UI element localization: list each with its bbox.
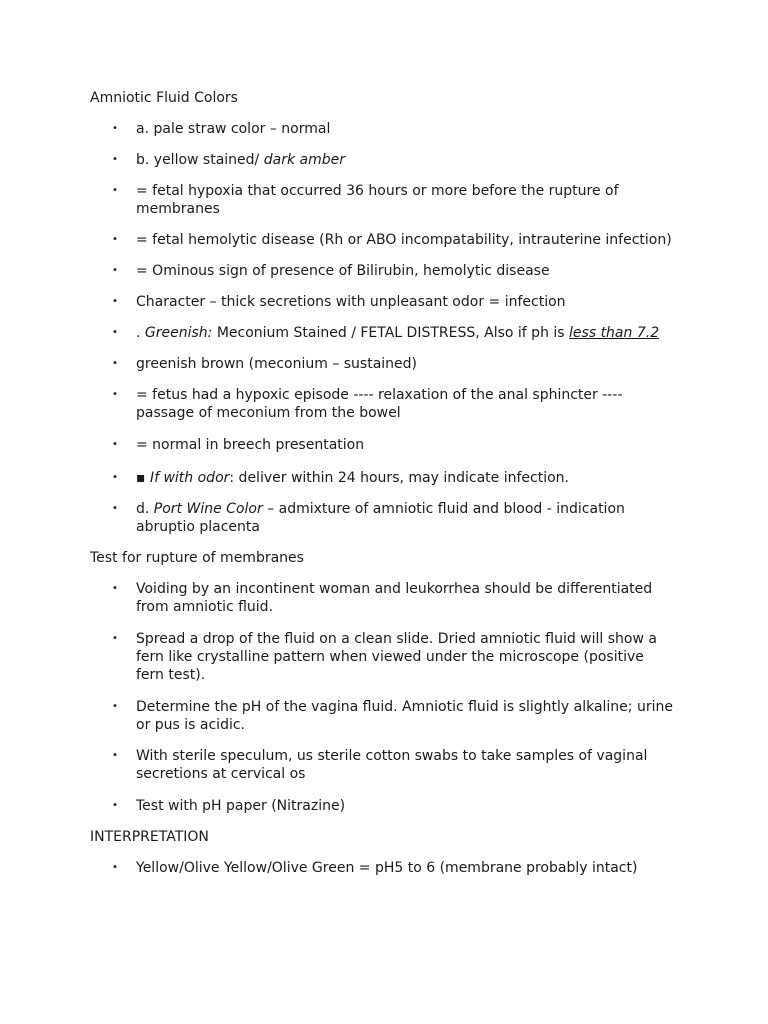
list-item-text: d. Port Wine Color – admixture of amniotic fluid and blood - indication abruptio placenta	[136, 501, 625, 535]
section-heading-interpretation: INTERPRETATION	[90, 829, 209, 845]
section-heading-test-for-rupture: Test for rupture of membranes	[90, 550, 304, 566]
bullet-icon: •	[112, 296, 118, 307]
bullet-icon: •	[112, 327, 118, 338]
bullet-icon: •	[112, 123, 118, 134]
bullet-icon: •	[112, 701, 118, 712]
square-bullet-icon: ▪	[136, 470, 150, 486]
bullet-icon: •	[112, 503, 118, 514]
list-item-text: Test with pH paper (Nitrazine)	[136, 798, 346, 814]
list-item-text: Yellow/Olive Yellow/Olive Green = pH5 to 6 (membrane probably intact)	[136, 860, 638, 876]
list-item-text: Determine the pH of the vagina fluid. Amniotic fluid is slightly alkaline; urine or pus is acidic.	[136, 699, 673, 733]
bullet-icon: •	[112, 154, 118, 165]
bullet-icon: •	[112, 633, 118, 644]
bullet-icon: •	[112, 185, 118, 196]
bullet-icon: •	[112, 750, 118, 761]
list-item-text: = fetal hemolytic disease (Rh or ABO incompatability, intrauterine infection)	[136, 232, 672, 248]
list-item-text: = normal in breech presentation	[136, 437, 365, 453]
list-item-text: b. yellow stained/ dark amber	[136, 152, 345, 168]
list-item-text: ▪ If with odor: deliver within 24 hours, may indicate infection.	[136, 470, 569, 486]
bullet-icon: •	[112, 265, 118, 276]
list-item-text: a. pale straw color – normal	[136, 121, 331, 137]
list-item-text: = fetus had a hypoxic episode ---- relaxation of the anal sphincter ---- passage of meconium from the bowel	[136, 387, 623, 421]
bullet-icon: •	[112, 800, 118, 811]
list-item-text: = Ominous sign of presence of Bilirubin, hemolytic disease	[136, 263, 550, 279]
bullet-icon: •	[112, 389, 118, 400]
bullet-icon: •	[112, 583, 118, 594]
list-item-text: Spread a drop of the fluid on a clean slide. Dried amniotic fluid will show a fern like crystalline pattern when viewed under the microscope (positive fern test).	[136, 631, 657, 683]
list-item-text: Voiding by an incontinent woman and leukorrhea should be differentiated from amniotic fluid.	[136, 581, 653, 615]
bullet-icon: •	[112, 234, 118, 245]
bullet-icon: •	[112, 439, 118, 450]
list-item-text: With sterile speculum, us sterile cotton swabs to take samples of vaginal secretions at cervical os	[136, 748, 648, 782]
list-item-text: greenish brown (meconium – sustained)	[136, 356, 418, 372]
bullet-icon: •	[112, 472, 118, 483]
list-item-text: . Greenish: Meconium Stained / FETAL DISTRESS, Also if ph is less than 7.2	[136, 325, 660, 341]
section-heading-amniotic-fluid-colors: Amniotic Fluid Colors	[90, 90, 238, 106]
bullet-icon: •	[112, 358, 118, 369]
bullet-icon: •	[112, 862, 118, 873]
list-item-text: = fetal hypoxia that occurred 36 hours or more before the rupture of membranes	[136, 183, 619, 217]
list-item-text: Character – thick secretions with unpleasant odor = infection	[136, 294, 566, 310]
